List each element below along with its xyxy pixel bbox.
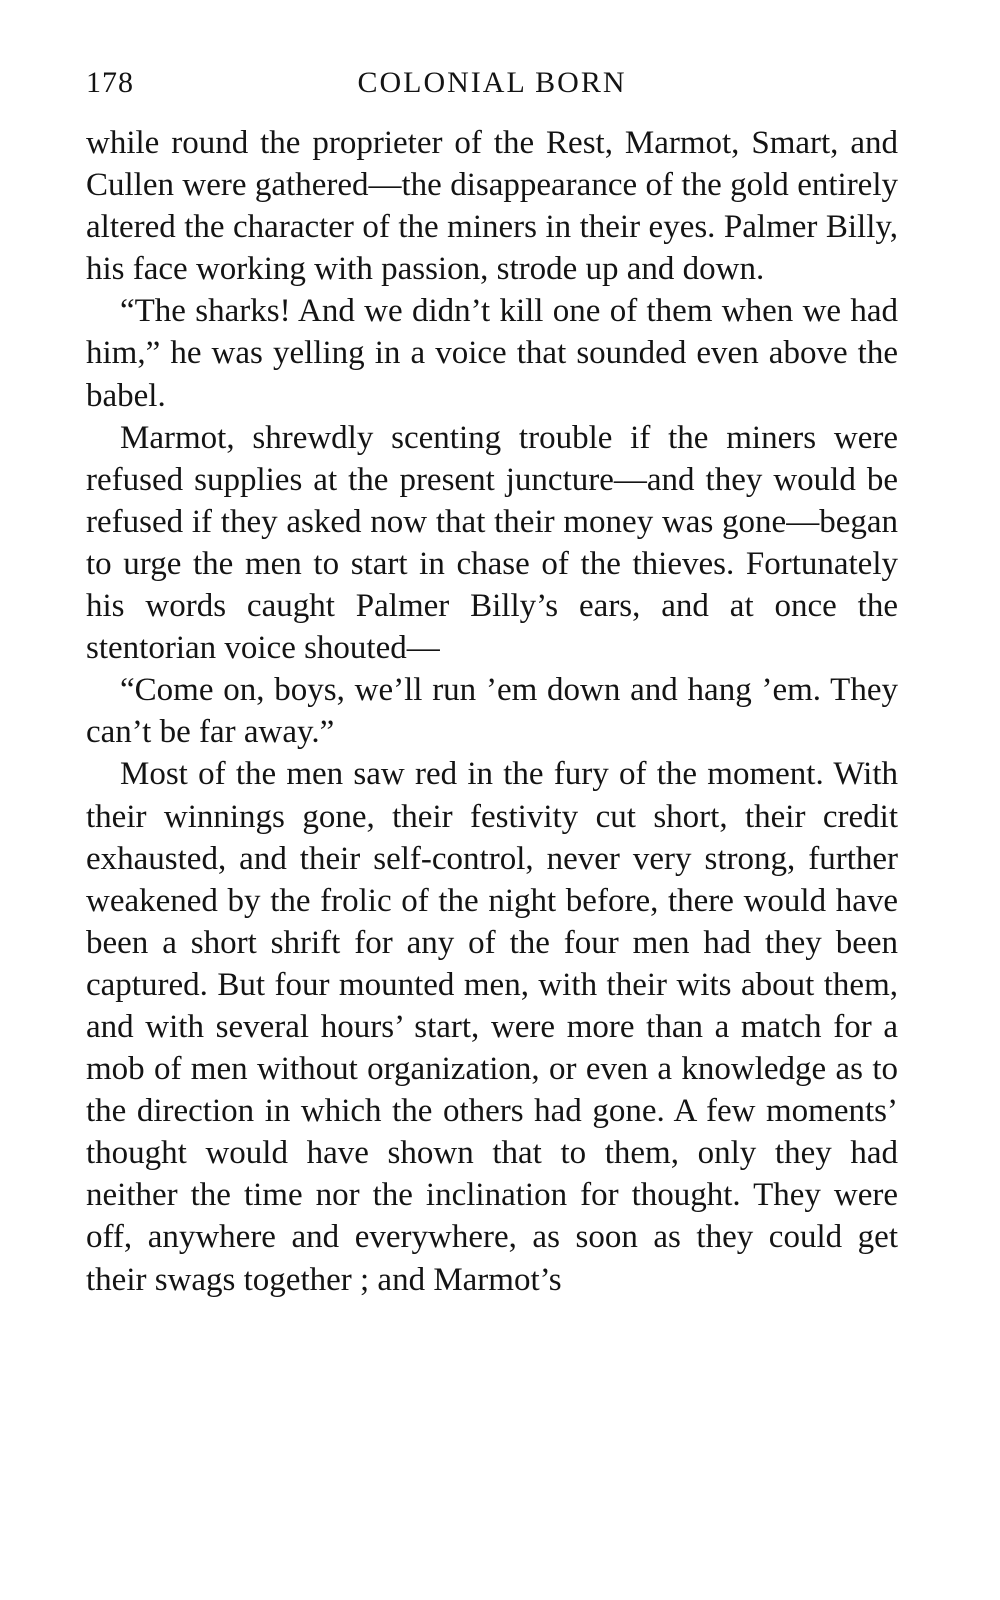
body-text <box>86 122 898 1301</box>
running-title: COLONIAL BORN <box>357 66 627 99</box>
paragraph: Marmot, shrewdly scenting trouble if the miners were refused supplies at the present juncture—and they would be refused if they asked now that their money was gone—began to urge the men to start in chase of the thieves. Fortunately his words caught Palmer Billy’s ears, and at once the stentorian voice shouted— <box>86 419 898 667</box>
book-page <box>86 60 898 1301</box>
running-head <box>86 60 898 110</box>
page-number: 178 <box>86 66 134 99</box>
paragraph: “Come on, boys, we’ll run ’em down and hang ’em. They can’t be far away.” <box>86 672 898 751</box>
paragraph: while round the proprieter of the Rest, Marmot, Smart, and Cullen were gathered—the disappearance of the gold entirely altered the character of the miners in their eyes. Palmer Billy, his face working with passion, strode up and down. <box>86 125 898 288</box>
paragraph: “The sharks! And we didn’t kill one of them when we had him,” he was yelling in a voice that sounded even above the babel. <box>86 293 898 414</box>
paragraph: Most of the men saw red in the fury of the moment. With their winnings gone, their festivity cut short, their credit exhausted, and their self-control, never very strong, further weakened by the frolic of the night before, there would have been a short shrift for any of the four men had they been captured. But four mounted men, with their wits about them, and with several hours’ start, were more than a match for a mob of men without organization, or even a knowledge as to the direction in which the others had gone. A few moments’ thought would have shown that to them, only they had neither the time nor the inclination for thought. They were off, anywhere and everywhere, as soon as they could get their swags together ; and Marmot’s <box>86 756 898 1298</box>
